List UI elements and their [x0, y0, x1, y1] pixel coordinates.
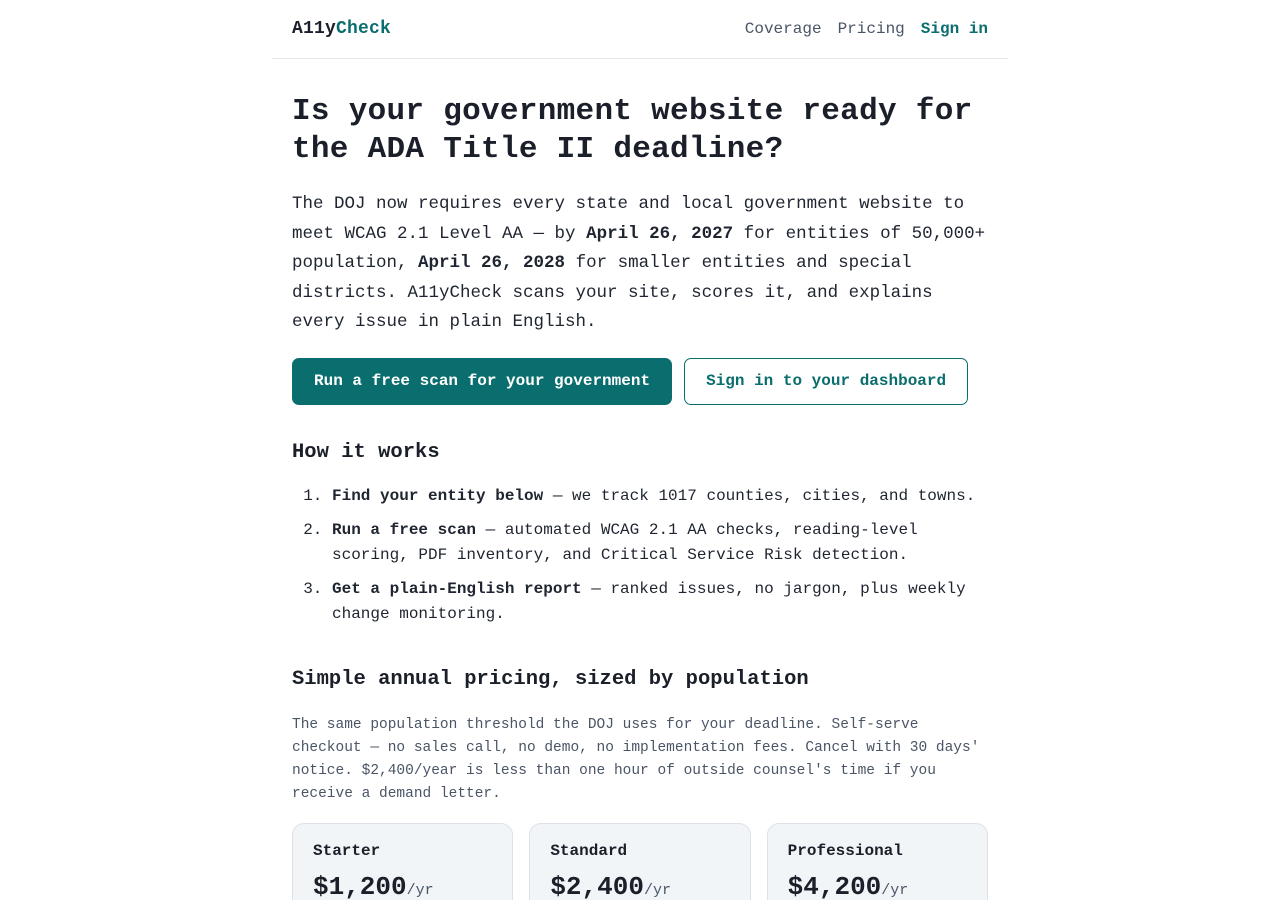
brand-accent: Check — [336, 19, 392, 39]
deadline-small-entities: April 26, 2028 — [418, 253, 566, 274]
tier-card-starter[interactable] — [292, 823, 513, 900]
nav-pricing-link[interactable]: Pricing — [837, 20, 905, 38]
tier-price-period: /yr — [643, 881, 671, 899]
nav-sign-in-link[interactable]: Sign in — [920, 20, 988, 38]
brand-logo[interactable] — [292, 19, 391, 39]
pricing-tiers — [292, 823, 988, 900]
step-item — [332, 484, 988, 509]
steps-list — [292, 484, 988, 627]
how-it-works-heading: How it works — [292, 440, 440, 464]
deadline-large-entities: April 26, 2027 — [586, 223, 734, 244]
tier-price-period: /yr — [881, 881, 909, 899]
step-item — [332, 577, 988, 627]
step-title: Get a plain-English report — [332, 579, 582, 598]
step-text: — ranked issues, no jargon, plus weekly change monitoring. — [332, 579, 966, 623]
top-bar — [272, 0, 1008, 59]
step-text: — automated WCAG 2.1 AA checks, reading-level scoring, PDF inventory, and Critical Service Risk detection. — [332, 520, 918, 564]
tier-card-standard[interactable] — [529, 823, 750, 900]
brand-prefix: A11y — [292, 19, 337, 39]
hero-lede — [292, 190, 988, 338]
tier-price — [788, 872, 967, 900]
lede-part-2: for entities of 50,000+ population, — [292, 223, 986, 274]
cta-row — [292, 358, 988, 405]
tier-price-period: /yr — [406, 881, 434, 899]
tier-card-professional[interactable] — [767, 823, 988, 900]
tier-name: Starter — [313, 841, 381, 860]
run-free-scan-button[interactable]: Run a free scan for your government — [292, 358, 672, 405]
how-it-works-section — [292, 441, 988, 627]
tier-price-amount: $4,200 — [787, 871, 882, 900]
tier-price-amount: $1,200 — [313, 871, 407, 900]
tier-name: Standard — [550, 841, 628, 860]
hero-title: Is your government website ready for the ADA Title II deadline? — [292, 94, 973, 167]
tier-price-amount: $2,400 — [550, 871, 644, 900]
main-content — [272, 93, 1008, 900]
step-text: — we track 1017 counties, cities, and towns. — [543, 486, 976, 505]
step-item — [332, 518, 988, 568]
pricing-intro: The same population threshold the DOJ uses for your deadline. Self-serve checkout — no sales call, no demo, no implementation fees. Cancel with 30 days' notice. $2,400/year is less than one hour of outside counsel's time if you receive a demand letter. — [292, 716, 980, 802]
step-title: Find your entity below — [332, 486, 544, 505]
lede-part-3: for smaller entities and special districts. A11yCheck scans your site, scores it, and explains every issue in plain English. — [292, 253, 933, 333]
pricing-section — [292, 668, 988, 900]
tier-name: Professional — [787, 841, 903, 860]
lede-part-1: The DOJ now requires every state and local government website to meet WCAG 2.1 Level AA — by — [292, 194, 965, 244]
pricing-heading: Simple annual pricing, sized by population — [292, 667, 809, 691]
top-nav — [745, 20, 988, 38]
hero-section — [292, 93, 988, 405]
tier-price — [313, 872, 492, 900]
sign-in-dashboard-button[interactable]: Sign in to your dashboard — [684, 358, 968, 405]
nav-coverage-link[interactable]: Coverage — [744, 20, 822, 38]
tier-price — [550, 872, 729, 900]
step-title: Run a free scan — [332, 520, 477, 539]
